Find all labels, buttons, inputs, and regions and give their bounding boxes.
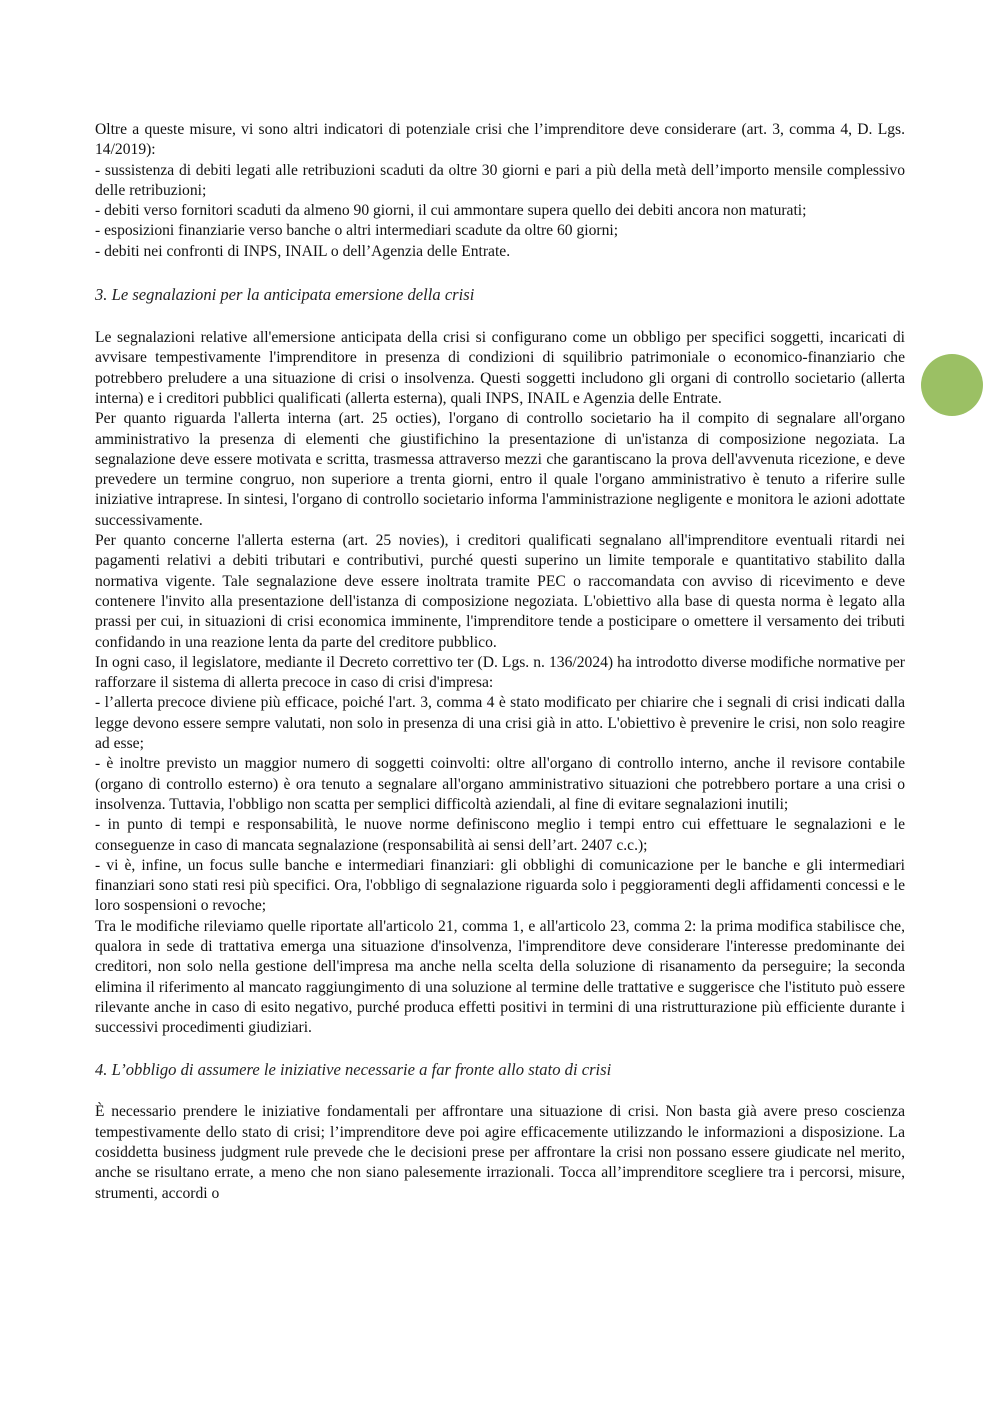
section-3-paragraph: Tra le modifiche rileviamo quelle riportate all'articolo 21, comma 1, e all'articolo 23, comma 2: la prima modifica stabilisce che, qualora in sede di trattativa emerga una situazione d'insolvenza, l'imprenditore deve considerare l'interesse predominante dei creditori, non solo nella gestione dell'impresa ma anche nella scelta della soluzione di risanamento da perseguire; la seconda elimina il riferimento al mancato raggiungimento di una soluzione al termine delle trattative e suggerisce che l'istituto può essere rilevante anche in caso di esito negativo, purché produca effetti positivi in termini di una ristrutturazione più efficiente durante i successivi procedimenti giudiziari. <box>95 917 905 1037</box>
section-3-list-item: - l’allerta precoce diviene più efficace, poiché l'art. 3, comma 4 è stato modificato per chiarire che i segnali di crisi indicati dalla legge devono essere sempre valutati, non solo in presenza di una crisi già in atto. L'obiettivo è prevenire le crisi, non solo reagire ad esse; <box>95 694 905 753</box>
section-3-list-item: - in punto di tempi e responsabilità, le nuove norme definiscono meglio i tempi entro cui effettuare le segnalazioni e le conseguenze in caso di mancata segnalazione (responsabilità ai sensi dell’art. 2407 c.c.); <box>95 816 905 854</box>
intro-list-item: - esposizioni finanziarie verso banche o altri intermediari scadute da oltre 60 giorni; <box>95 222 619 240</box>
section-3-paragraph: Le segnalazioni relative all'emersione anticipata della crisi si configurano come un obbligo per specifici soggetti, incaricati di avvisare tempestivamente l'imprenditore in presenza di condizioni di squilibrio patrimoniale o economico-finanziario che potrebbero preludere a una situazione di crisi o insolvenza. Questi soggetti includono gli organi di controllo societario (allerta interna) e i creditori pubblici qualificati (allerta esterna), quali INPS, INAIL e Agenzia delle Entrate. <box>95 329 905 407</box>
intro-list-item: - debiti nei confronti di INPS, INAIL o dell’Agenzia delle Entrate. <box>95 242 511 260</box>
section-3-paragraph: Per quanto concerne l'allerta esterna (art. 25 novies), i creditori qualificati segnalano all'imprenditore eventuali ritardi nei pagamenti relativi a debiti tributari e contributivi, purché questi superino un limite temporale e quantitativo stabilito dalla normativa vigente. Tale segnalazione deve essere inoltrata tramite PEC o raccomandata con avviso di ricevimento e deve contenere l'invito alla presentazione dell'istanza di composizione negoziata. L'obiettivo alla base di questa norma è legato alla prassi per cui, in situazioni di crisi economica imminente, l'imprenditore tende a posticipare o omettere il versamento dei tributi confidando in una reazione lenta da parte del creditore pubblico. <box>95 532 905 651</box>
section-3-paragraph: In ogni caso, il legislatore, mediante il Decreto correttivo ter (D. Lgs. n. 136/2024) ha introdotto diverse modifiche normative per rafforzare il sistema di allerta precoce in caso di crisi d'impresa: <box>95 653 905 692</box>
intro-paragraph: Oltre a queste misure, vi sono altri indicatori di potenziale crisi che l’imprenditore deve considerare (art. 3, comma 4, D. Lgs. 14/2019): <box>95 121 905 159</box>
section-3-list-item: - è inoltre previsto un maggior numero di soggetti coinvolti: oltre all'organo di controllo interno, anche il revisore contabile (organo di controllo esterno) è ora tenuto a segnalare all'organo amministrativo situazioni che potrebbero portare a una crisi o insolvenza. Tuttavia, l'obbligo non scatta per semplici difficoltà aziendali, al fine di evitare segnalazioni inutili; <box>95 755 905 813</box>
decorative-green-circle <box>921 354 983 416</box>
intro-list-item: - sussistenza di debiti legati alle retribuzioni scaduti da oltre 30 giorni e pari a più della metà dell’importo mensile complessivo delle retribuzioni; <box>95 161 905 199</box>
intro-list-item: - debiti verso fornitori scaduti da almeno 90 giorni, il cui ammontare supera quello dei debiti ancora non maturati; <box>95 202 807 220</box>
section-3-heading: 3. Le segnalazioni per la anticipata emersione della crisi <box>95 285 475 305</box>
document-page <box>95 120 905 1204</box>
section-3-paragraph: Per quanto riguarda l'allerta interna (art. 25 octies), l'organo di controllo societario ha il compito di segnalare all'organo amministrativo la presenza di elementi che giustifichino la presentazione di un'istanza di composizione negoziata. La segnalazione deve essere motivata e scritta, trasmessa attraverso mezzi che garantiscano la prova dell'avvenuta ricezione, e deve prevedere un termine congruo, non superiore a trenta giorni, entro il quale l'organo amministrativo è tenuto a riferire sulle iniziative intraprese. In sintesi, l'organo di controllo societario informa l'amministrazione negligente e monitora le azioni adottate successivamente. <box>95 410 905 529</box>
section-4-heading: 4. L’obbligo di assumere le iniziative necessarie a far fronte allo stato di crisi <box>95 1060 612 1080</box>
section-3-list-item: - vi è, infine, un focus sulle banche e intermediari finanziari: gli obblighi di comunicazione per le banche e gli intermediari finanziari sono stati resi più specifici. Ora, l'obbligo di segnalazione riguarda solo i peggioramenti degli affidamenti concessi e le loro sospensioni o revoche; <box>95 856 905 915</box>
section-4-paragraph: È necessario prendere le iniziative fondamentali per affrontare una situazione di crisi. Non basta già avere preso coscienza tempestivamente dello stato di crisi; l’imprenditore deve poi agire efficacemente utilizzando le informazioni a disposizione. La cosiddetta business judgment rule prevede che le decisioni prese per affrontare la crisi non possano essere giudicate nel merito, anche se risultano errate, a meno che non siano palesemente irrazionali. Tocca all’imprenditore scegliere tra i percorsi, misure, strumenti, accordi o <box>95 1103 905 1202</box>
